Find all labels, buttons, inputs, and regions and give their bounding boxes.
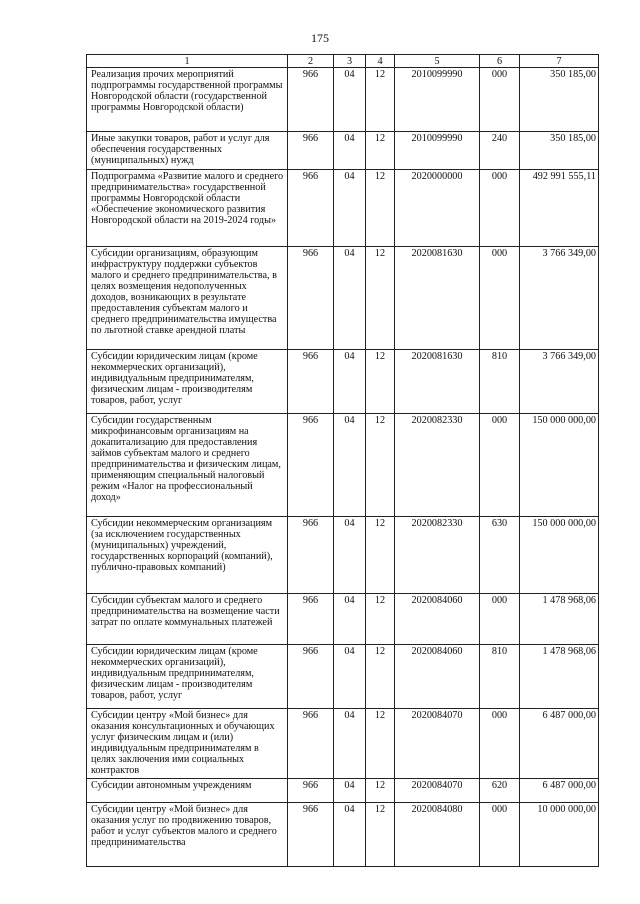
ministry-code-cell: 966 — [288, 350, 334, 414]
expense-type-cell: 240 — [480, 132, 520, 170]
subsection-cell: 12 — [366, 709, 395, 779]
ministry-code-cell: 966 — [288, 414, 334, 517]
section-cell: 04 — [334, 517, 366, 594]
row-name-cell: Субсидии государственным микрофинансовым организациям на докапитализацию для предоставления займов субъектам малого и среднего предпринимательства и физическим лицам, применяющим специальный налоговый режим «Налог на профессиональный доход» — [87, 414, 288, 517]
target-article-cell: 2020082330 — [395, 414, 480, 517]
table-row — [87, 645, 599, 709]
table-row — [87, 68, 599, 132]
table-row — [87, 517, 599, 594]
amount-cell: 3 766 349,00 — [520, 350, 599, 414]
ministry-code-cell: 966 — [288, 709, 334, 779]
table-row — [87, 414, 599, 517]
subsection-cell: 12 — [366, 779, 395, 803]
expense-type-cell: 620 — [480, 779, 520, 803]
subsection-cell: 12 — [366, 517, 395, 594]
expense-type-cell: 000 — [480, 594, 520, 645]
page-number: 175 — [311, 31, 329, 45]
row-name-cell: Субсидии юридическим лицам (кроме некоммерческих организаций), индивидуальным предпринимателям, физическим лицам - производителям товаров, работ, услуг — [87, 645, 288, 709]
ministry-code-cell: 966 — [288, 132, 334, 170]
ministry-code-cell: 966 — [288, 803, 334, 867]
row-name-cell: Субсидии некоммерческим организациям (за исключением государственных (муниципальных) учреждений, государственных корпораций (компаний), публично-правовых компаний) — [87, 517, 288, 594]
target-article-cell: 2020082330 — [395, 517, 480, 594]
target-article-cell: 2020081630 — [395, 247, 480, 350]
row-name-cell: Подпрограмма «Развитие малого и среднего предпринимательства» государственной программы Новгородской области «Обеспечение экономического развития Новгородской области на 2019-2024 годы» — [87, 170, 288, 247]
row-name-cell: Субсидии автономным учреждениям — [87, 779, 288, 803]
amount-cell: 3 766 349,00 — [520, 247, 599, 350]
row-name-cell: Субсидии центру «Мой бизнес» для оказания услуг по продвижению товаров, работ и услуг субъектов малого и среднего предпринимательства — [87, 803, 288, 867]
budget-table — [86, 54, 599, 867]
section-cell: 04 — [334, 594, 366, 645]
expense-type-cell: 000 — [480, 414, 520, 517]
target-article-cell: 2020084070 — [395, 779, 480, 803]
section-cell: 04 — [334, 170, 366, 247]
header-cell: 1 — [87, 55, 288, 68]
header-cell: 4 — [366, 55, 395, 68]
table-row — [87, 350, 599, 414]
expense-type-cell: 000 — [480, 247, 520, 350]
header-cell: 2 — [288, 55, 334, 68]
expense-type-cell: 000 — [480, 709, 520, 779]
section-cell: 04 — [334, 68, 366, 132]
section-cell: 04 — [334, 803, 366, 867]
header-cell: 7 — [520, 55, 599, 68]
target-article-cell: 2020084060 — [395, 645, 480, 709]
target-article-cell: 2010099990 — [395, 132, 480, 170]
amount-cell: 6 487 000,00 — [520, 779, 599, 803]
table-row — [87, 779, 599, 803]
amount-cell: 350 185,00 — [520, 132, 599, 170]
subsection-cell: 12 — [366, 594, 395, 645]
subsection-cell: 12 — [366, 132, 395, 170]
section-cell: 04 — [334, 132, 366, 170]
header-cell: 3 — [334, 55, 366, 68]
table-row — [87, 247, 599, 350]
header-cell: 6 — [480, 55, 520, 68]
amount-cell: 150 000 000,00 — [520, 414, 599, 517]
ministry-code-cell: 966 — [288, 170, 334, 247]
section-cell: 04 — [334, 779, 366, 803]
row-name-cell: Реализация прочих мероприятий подпрограммы государственной программы Новгородской области (государственной программы Новгородской области) — [87, 68, 288, 132]
target-article-cell: 2010099990 — [395, 68, 480, 132]
expense-type-cell: 000 — [480, 68, 520, 132]
expense-type-cell: 000 — [480, 803, 520, 867]
subsection-cell: 12 — [366, 645, 395, 709]
target-article-cell: 2020084060 — [395, 594, 480, 645]
expense-type-cell: 000 — [480, 170, 520, 247]
amount-cell: 6 487 000,00 — [520, 709, 599, 779]
target-article-cell: 2020081630 — [395, 350, 480, 414]
section-cell: 04 — [334, 709, 366, 779]
ministry-code-cell: 966 — [288, 247, 334, 350]
amount-cell: 10 000 000,00 — [520, 803, 599, 867]
table-row — [87, 709, 599, 779]
table-row — [87, 132, 599, 170]
amount-cell: 492 991 555,11 — [520, 170, 599, 247]
expense-type-cell: 810 — [480, 350, 520, 414]
ministry-code-cell: 966 — [288, 594, 334, 645]
expense-type-cell: 810 — [480, 645, 520, 709]
table-row — [87, 170, 599, 247]
section-cell: 04 — [334, 350, 366, 414]
subsection-cell: 12 — [366, 170, 395, 247]
section-cell: 04 — [334, 247, 366, 350]
header-row — [87, 55, 599, 68]
row-name-cell: Субсидии юридическим лицам (кроме некоммерческих организаций), индивидуальным предпринимателям, физическим лицам - производителям товаров, работ, услуг — [87, 350, 288, 414]
ministry-code-cell: 966 — [288, 68, 334, 132]
amount-cell: 350 185,00 — [520, 68, 599, 132]
amount-cell: 1 478 968,06 — [520, 594, 599, 645]
row-name-cell: Иные закупки товаров, работ и услуг для обеспечения государственных (муниципальных) нужд — [87, 132, 288, 170]
row-name-cell: Субсидии центру «Мой бизнес» для оказания консультационных и обучающих услуг физическим лицам и (или) индивидуальным предпринимателям в целях заключения ими социальных контрактов — [87, 709, 288, 779]
amount-cell: 1 478 968,06 — [520, 645, 599, 709]
table-row — [87, 803, 599, 867]
ministry-code-cell: 966 — [288, 645, 334, 709]
header-cell: 5 — [395, 55, 480, 68]
row-name-cell: Субсидии субъектам малого и среднего предпринимательства на возмещение части затрат по оплате коммунальных платежей — [87, 594, 288, 645]
expense-type-cell: 630 — [480, 517, 520, 594]
amount-cell: 150 000 000,00 — [520, 517, 599, 594]
ministry-code-cell: 966 — [288, 517, 334, 594]
subsection-cell: 12 — [366, 247, 395, 350]
row-name-cell: Субсидии организациям, образующим инфраструктуру поддержки субъектов малого и среднего предпринимательства, в целях возмещения недополученных доходов, возникающих в результате предоставления субъектам малого и среднего предпринимательства имущества по льготной ставке арендной платы — [87, 247, 288, 350]
section-cell: 04 — [334, 414, 366, 517]
subsection-cell: 12 — [366, 803, 395, 867]
subsection-cell: 12 — [366, 350, 395, 414]
section-cell: 04 — [334, 645, 366, 709]
ministry-code-cell: 966 — [288, 779, 334, 803]
target-article-cell: 2020000000 — [395, 170, 480, 247]
target-article-cell: 2020084080 — [395, 803, 480, 867]
target-article-cell: 2020084070 — [395, 709, 480, 779]
table-row — [87, 594, 599, 645]
subsection-cell: 12 — [366, 68, 395, 132]
subsection-cell: 12 — [366, 414, 395, 517]
